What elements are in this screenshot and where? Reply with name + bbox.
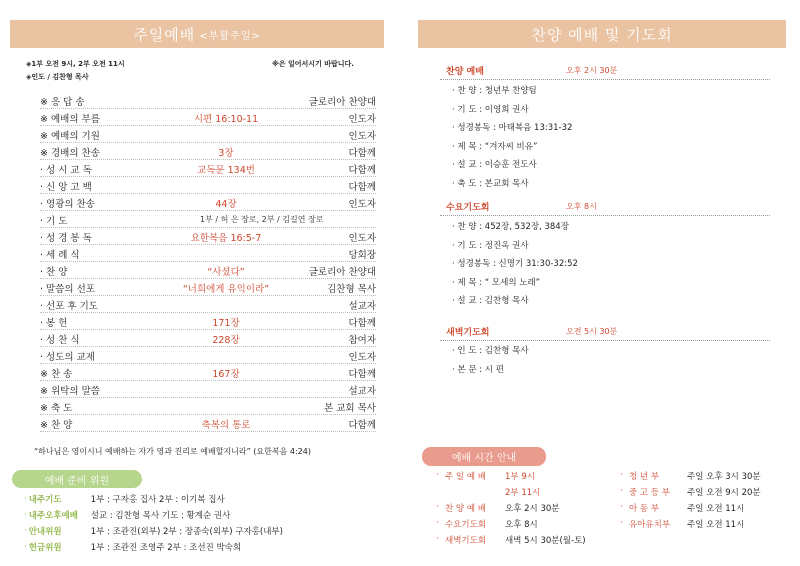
order-item-reference: 요한복음 16:5-7 xyxy=(190,233,262,244)
wednesday-item: · 기 도 : 정진옥 권사 xyxy=(452,240,529,251)
order-row xyxy=(40,398,376,415)
order-row xyxy=(40,92,376,109)
service-time-row xyxy=(620,486,761,502)
order-item-name: ※ 응 답 송 xyxy=(40,97,85,108)
dawn-item: · 본 문 : 시 편 xyxy=(452,364,504,375)
order-item-leader: 다함께 xyxy=(348,148,376,159)
order-item-name: · 말씀의 선포 xyxy=(40,284,95,295)
order-row xyxy=(40,364,376,381)
order-item-name: · 성 경 봉 독 xyxy=(40,233,92,244)
wednesday-item: · 제 목 : “ 모세의 노래” xyxy=(452,277,541,288)
standing-note: ※은 일어서시기 바랍니다. xyxy=(272,60,354,68)
order-item-leader: 본 교회 목사 xyxy=(324,403,376,414)
service-time-value: 1부 9시 xyxy=(505,472,535,482)
scripture-verse: “하나님은 영이시니 예배하는 자가 영과 진리로 예배할지니라” (요한복음 4:24) xyxy=(34,447,311,456)
praise-section-title: 찬양 예배 xyxy=(446,67,484,77)
wednesday-item: · 설 교 : 김찬형 목사 xyxy=(452,296,529,306)
order-item-name: ※ 예배의 기원 xyxy=(40,131,100,142)
praise-service-banner xyxy=(418,20,786,48)
order-item-name: ※ 찬 양 xyxy=(40,420,73,431)
bullet-icon: · xyxy=(436,534,439,544)
bullet-icon: · xyxy=(436,518,439,528)
service-time-value: 오후 2시 30분 xyxy=(505,504,560,514)
banner-subtitle: <부활주일> xyxy=(199,30,261,42)
order-row xyxy=(40,279,376,296)
service-time-label: 찬 양 예 배 xyxy=(445,504,486,514)
service-time-row xyxy=(436,486,586,502)
order-item-leader: 김찬형 목사 xyxy=(327,284,376,295)
committee-value: 설교 : 김찬형 목사 기도 : 황계순 권사 xyxy=(90,511,231,521)
service-time-label: 중 고 등 부 xyxy=(629,488,670,498)
order-row xyxy=(40,381,376,398)
wednesday-items xyxy=(452,220,772,313)
order-row xyxy=(40,228,376,245)
order-item-name: ※ 축 도 xyxy=(40,403,73,414)
dawn-items xyxy=(452,344,772,381)
order-row xyxy=(40,415,376,432)
order-item-leader: 설교자 xyxy=(348,386,376,397)
committee-label: 헌금위원 xyxy=(28,543,62,553)
order-item-leader: 인도자 xyxy=(348,199,376,210)
service-time-value: 오후 8시 xyxy=(505,520,538,530)
order-item-reference: “사셨다” xyxy=(207,267,245,278)
service-times-note: ◈1부 오전 9시, 2부 오전 11시 xyxy=(26,60,125,68)
order-item-name: ※ 찬 송 xyxy=(40,369,73,380)
order-item-leader: 인도자 xyxy=(348,131,376,142)
order-item-leader: 설교자 xyxy=(348,301,376,312)
order-item-name: · 성 찬 식 xyxy=(40,335,80,346)
order-item-leader: 인도자 xyxy=(348,233,376,244)
service-time-value: 2부 11시 xyxy=(505,488,541,498)
committee-value: 1부 : 조관진(외부) 2부 : 장종숙(외부) 구자홍(내부) xyxy=(90,527,283,537)
order-row xyxy=(40,143,376,160)
order-item-leader: 참여자 xyxy=(348,335,376,346)
committee-row xyxy=(24,523,384,539)
order-item-name: · 세 례 식 xyxy=(40,250,80,261)
bullet-icon: · xyxy=(620,518,623,528)
order-item-name: · 성도의 교제 xyxy=(40,352,95,363)
order-item-leader: 다함께 xyxy=(348,182,376,193)
service-time-row xyxy=(620,502,761,518)
order-item-name: · 찬 양 xyxy=(40,267,68,278)
service-time-row xyxy=(436,534,586,550)
order-item-name: · 영광의 찬송 xyxy=(40,199,95,210)
order-item-reference: 축복의 통로 xyxy=(201,420,251,431)
service-time-value: 주일 오전 9시 20분 xyxy=(687,488,761,498)
committee-label: 내주오후예배 xyxy=(28,511,78,521)
bullet-icon: · xyxy=(436,470,439,480)
order-item-name: · 기 도 xyxy=(40,216,68,227)
section-divider xyxy=(440,340,770,341)
bullet-icon: · xyxy=(24,542,27,552)
order-item-leader: 인도자 xyxy=(348,114,376,125)
order-row xyxy=(40,330,376,347)
service-time-label: 새벽기도회 xyxy=(445,536,487,546)
order-row xyxy=(40,160,376,177)
service-times-right xyxy=(620,470,761,534)
praise-item: · 제 목 : “겨자씨 비유” xyxy=(452,141,538,152)
order-row xyxy=(40,245,376,262)
order-item-leader: 다함께 xyxy=(348,318,376,329)
praise-item: · 찬 양 : 청년부 찬양팀 xyxy=(452,86,537,96)
order-row xyxy=(40,262,376,279)
committee-value: 1부 : 조관진 조영주 2부 : 조선진 박숙희 xyxy=(90,543,242,553)
bullet-icon: · xyxy=(620,470,623,480)
service-time-label: 청 년 부 xyxy=(629,472,660,482)
order-item-reference: “너희에게 유익이라” xyxy=(182,284,270,295)
bullet-icon: · xyxy=(436,502,439,512)
order-item-reference: 171장 xyxy=(212,318,240,329)
order-item-name: ※ 예배의 부름 xyxy=(40,114,100,125)
wednesday-item: · 찬 양 : 452장, 532장, 384장 xyxy=(452,222,569,232)
order-item-leader: 인도자 xyxy=(348,352,376,363)
order-item-leader: 다함께 xyxy=(348,165,376,176)
committee-title: 예배 준비 위원 xyxy=(12,470,142,488)
committee-row xyxy=(24,507,384,523)
dawn-section-time: 오전 5시 30분 xyxy=(566,327,618,336)
committee-row xyxy=(24,491,384,507)
order-item-reference: 228장 xyxy=(212,335,240,346)
order-item-reference: 3장 xyxy=(218,148,234,159)
sunday-service-banner xyxy=(10,20,384,48)
bullet-icon: · xyxy=(24,510,27,520)
order-row xyxy=(40,296,376,313)
praise-section-time: 오후 2시 30분 xyxy=(566,66,618,75)
bullet-icon: · xyxy=(24,494,27,504)
committee-label: 내주기도 xyxy=(28,495,62,505)
order-item-note: 1부 / 허 은 장로, 2부 / 김길연 장로 xyxy=(200,215,324,224)
committee-value: 1부 : 구자홍 집사 2부 : 이기복 집사 xyxy=(90,495,225,505)
order-row xyxy=(40,194,376,211)
order-item-reference: 교독문 134번 xyxy=(197,165,255,176)
committee-label: 안내위원 xyxy=(28,527,62,537)
service-time-row xyxy=(436,470,586,486)
service-time-row xyxy=(436,518,586,534)
order-item-leader: 글로리아 찬양대 xyxy=(308,267,376,278)
banner-title: 주일예배 xyxy=(133,25,196,44)
order-item-reference: 44장 xyxy=(215,199,237,210)
leader-note: ◈인도 / 김찬형 목사 xyxy=(26,73,89,81)
order-item-name: · 신 앙 고 백 xyxy=(40,182,92,193)
section-divider xyxy=(440,79,770,80)
service-time-row xyxy=(620,518,761,534)
service-time-value: 주일 오후 3시 30분 xyxy=(687,472,761,482)
order-item-name: · 성 시 교 독 xyxy=(40,165,92,176)
section-divider xyxy=(440,215,770,216)
order-row xyxy=(40,177,376,194)
committee-row xyxy=(24,539,384,555)
service-time-label: 아 동 부 xyxy=(629,504,660,514)
service-time-label: 수요기도회 xyxy=(445,520,487,530)
order-item-leader: 당회장 xyxy=(348,250,376,261)
praise-item: · 축 도 : 본교회 목사 xyxy=(452,178,529,189)
wednesday-section-title: 수요기도회 xyxy=(446,203,490,213)
order-item-reference: 167장 xyxy=(212,369,240,380)
service-time-row xyxy=(436,502,586,518)
order-row xyxy=(40,347,376,364)
committee-list xyxy=(24,491,384,555)
dawn-item: · 인 도 : 김찬형 목사 xyxy=(452,346,529,356)
order-of-service xyxy=(40,92,376,432)
wednesday-item: · 성경봉독 : 신명기 31:30-32:52 xyxy=(452,259,578,269)
order-item-leader: 다함께 xyxy=(348,420,376,431)
order-item-reference: 시편 16:10-11 xyxy=(193,114,259,125)
praise-item: · 설 교 : 이승훈 전도사 xyxy=(452,160,537,170)
service-time-value: 새벽 5시 30분(월-토) xyxy=(505,536,586,546)
service-time-label: 주 일 예 배 xyxy=(445,472,486,482)
dawn-section-title: 새벽기도회 xyxy=(446,328,490,338)
praise-item: · 성경봉독 : 마태복음 13:31-32 xyxy=(452,123,573,133)
order-item-name: ※ 경배의 찬송 xyxy=(40,148,100,159)
order-item-name: · 선포 후 기도 xyxy=(40,301,98,312)
bullet-icon: · xyxy=(620,486,623,496)
banner-title: 찬양 예배 및 기도회 xyxy=(531,25,673,44)
order-row xyxy=(40,109,376,126)
order-row xyxy=(40,126,376,143)
praise-item: · 기 도 : 이영희 권사 xyxy=(452,104,529,115)
order-item-name: ※ 위탁의 말씀 xyxy=(40,386,100,397)
service-time-label: 유아유치부 xyxy=(629,520,671,530)
order-item-name: · 봉 헌 xyxy=(40,318,68,329)
order-row xyxy=(40,211,376,228)
order-item-leader: 다함께 xyxy=(348,369,376,380)
wednesday-section-time: 오후 8시 xyxy=(566,202,597,211)
service-times-left xyxy=(436,470,586,550)
praise-items xyxy=(452,84,772,195)
service-times-title: 예배 시간 안내 xyxy=(422,447,546,466)
service-time-value: 주일 오전 11시 xyxy=(687,504,745,514)
order-row xyxy=(40,313,376,330)
service-time-row xyxy=(620,470,761,486)
order-item-leader: 글로리아 찬양대 xyxy=(308,97,376,108)
service-time-value: 주일 오전 11시 xyxy=(687,520,745,530)
bullet-icon: · xyxy=(24,526,27,536)
bullet-icon: · xyxy=(620,502,623,512)
